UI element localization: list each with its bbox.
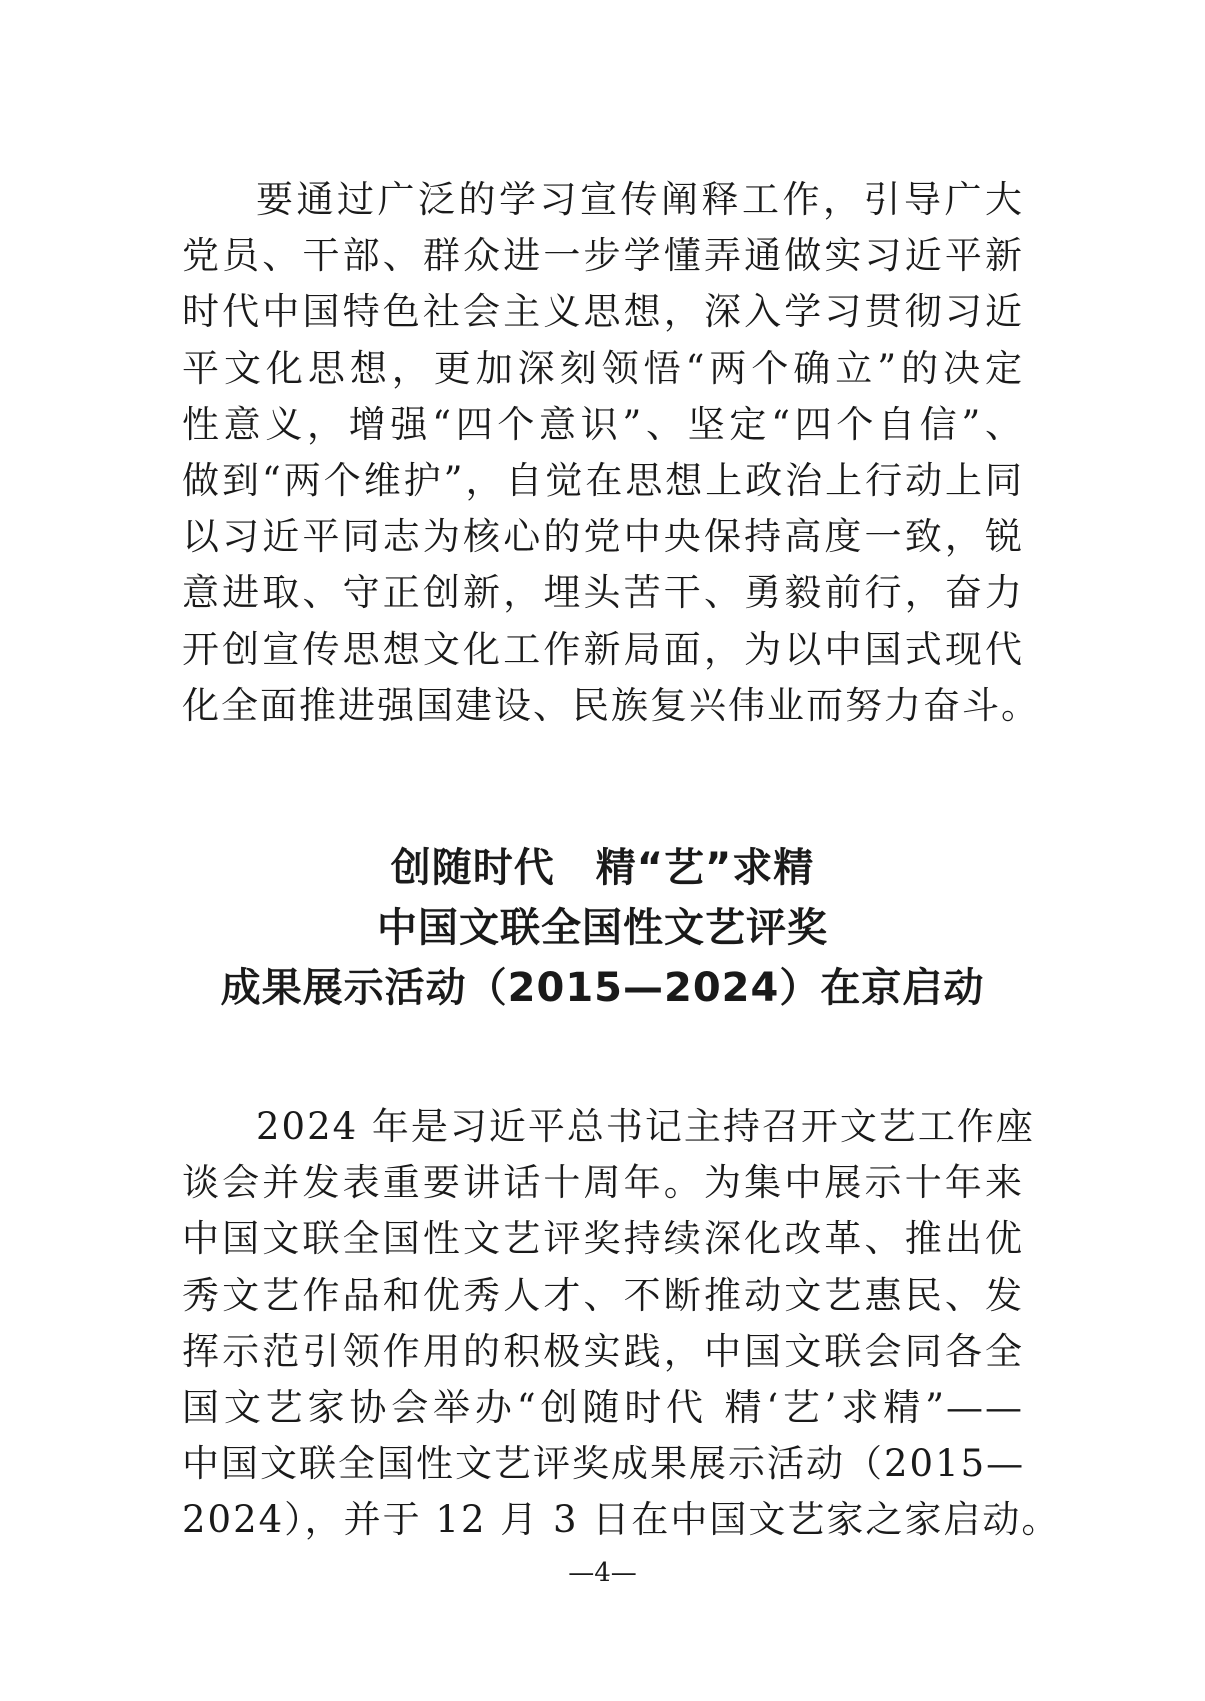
paragraph-line: 做到“两个维护”，自觉在思想上政治上行动上同 <box>182 458 1024 502</box>
page-number: —4— <box>568 1558 637 1588</box>
paragraph-line: 中国文联全国性文艺评奖持续深化改革、推出优 <box>182 1217 1024 1261</box>
article-title <box>0 838 1205 1018</box>
paragraph-line: 以习近平同志为核心的党中央保持高度一致，锐 <box>182 515 1024 559</box>
paragraph-line: 性意义，增强“四个意识”、坚定“四个自信”、 <box>182 402 1024 446</box>
paragraph-line: 中国文联全国性文艺评奖成果展示活动（2015— <box>182 1442 1026 1486</box>
title-line-2: 中国文联全国性文艺评奖 <box>377 905 828 951</box>
paragraph-line: 开创宣传思想文化工作新局面，为以中国式现代 <box>182 627 1024 671</box>
paragraph-line: 意进取、守正创新，埋头苦干、勇毅前行，奋力 <box>182 571 1024 615</box>
paragraph-line: 要通过广泛的学习宣传阐释工作，引导广大 <box>256 178 1024 221</box>
paragraph-intro <box>182 172 1040 734</box>
paragraph-article-body <box>182 1099 1061 1549</box>
paragraph-line: 2024 年是习近平总书记主持召开文艺工作座 <box>256 1105 1035 1148</box>
title-line-1: 创随时代 精“艺”求精 <box>390 845 815 891</box>
paragraph-line: 挥示范引领作用的积极实践，中国文联会同各全 <box>182 1329 1024 1373</box>
paragraph-line: 时代中国特色社会主义思想，深入学习贯彻习近 <box>182 290 1024 334</box>
paragraph-line: 2024），并于 12 月 3 日在中国文艺家之家启动。 <box>182 1498 1061 1542</box>
paragraph-line: 化全面推进强国建设、民族复兴伟业而努力奋斗。 <box>182 683 1040 727</box>
paragraph-line: 国文艺家协会举办“创随时代 精‘艺’求精”—— <box>182 1385 1024 1429</box>
paragraph-line: 谈会并发表重要讲话十周年。为集中展示十年来 <box>182 1161 1024 1205</box>
title-line-3: 成果展示活动（2015—2024）在京启动 <box>220 965 985 1011</box>
paragraph-line: 秀文艺作品和优秀人才、不断推动文艺惠民、发 <box>182 1273 1024 1317</box>
paragraph-line: 党员、干部、群众进一步学懂弄通做实习近平新 <box>182 234 1024 278</box>
paragraph-line: 平文化思想，更加深刻领悟“两个确立”的决定 <box>182 346 1024 390</box>
